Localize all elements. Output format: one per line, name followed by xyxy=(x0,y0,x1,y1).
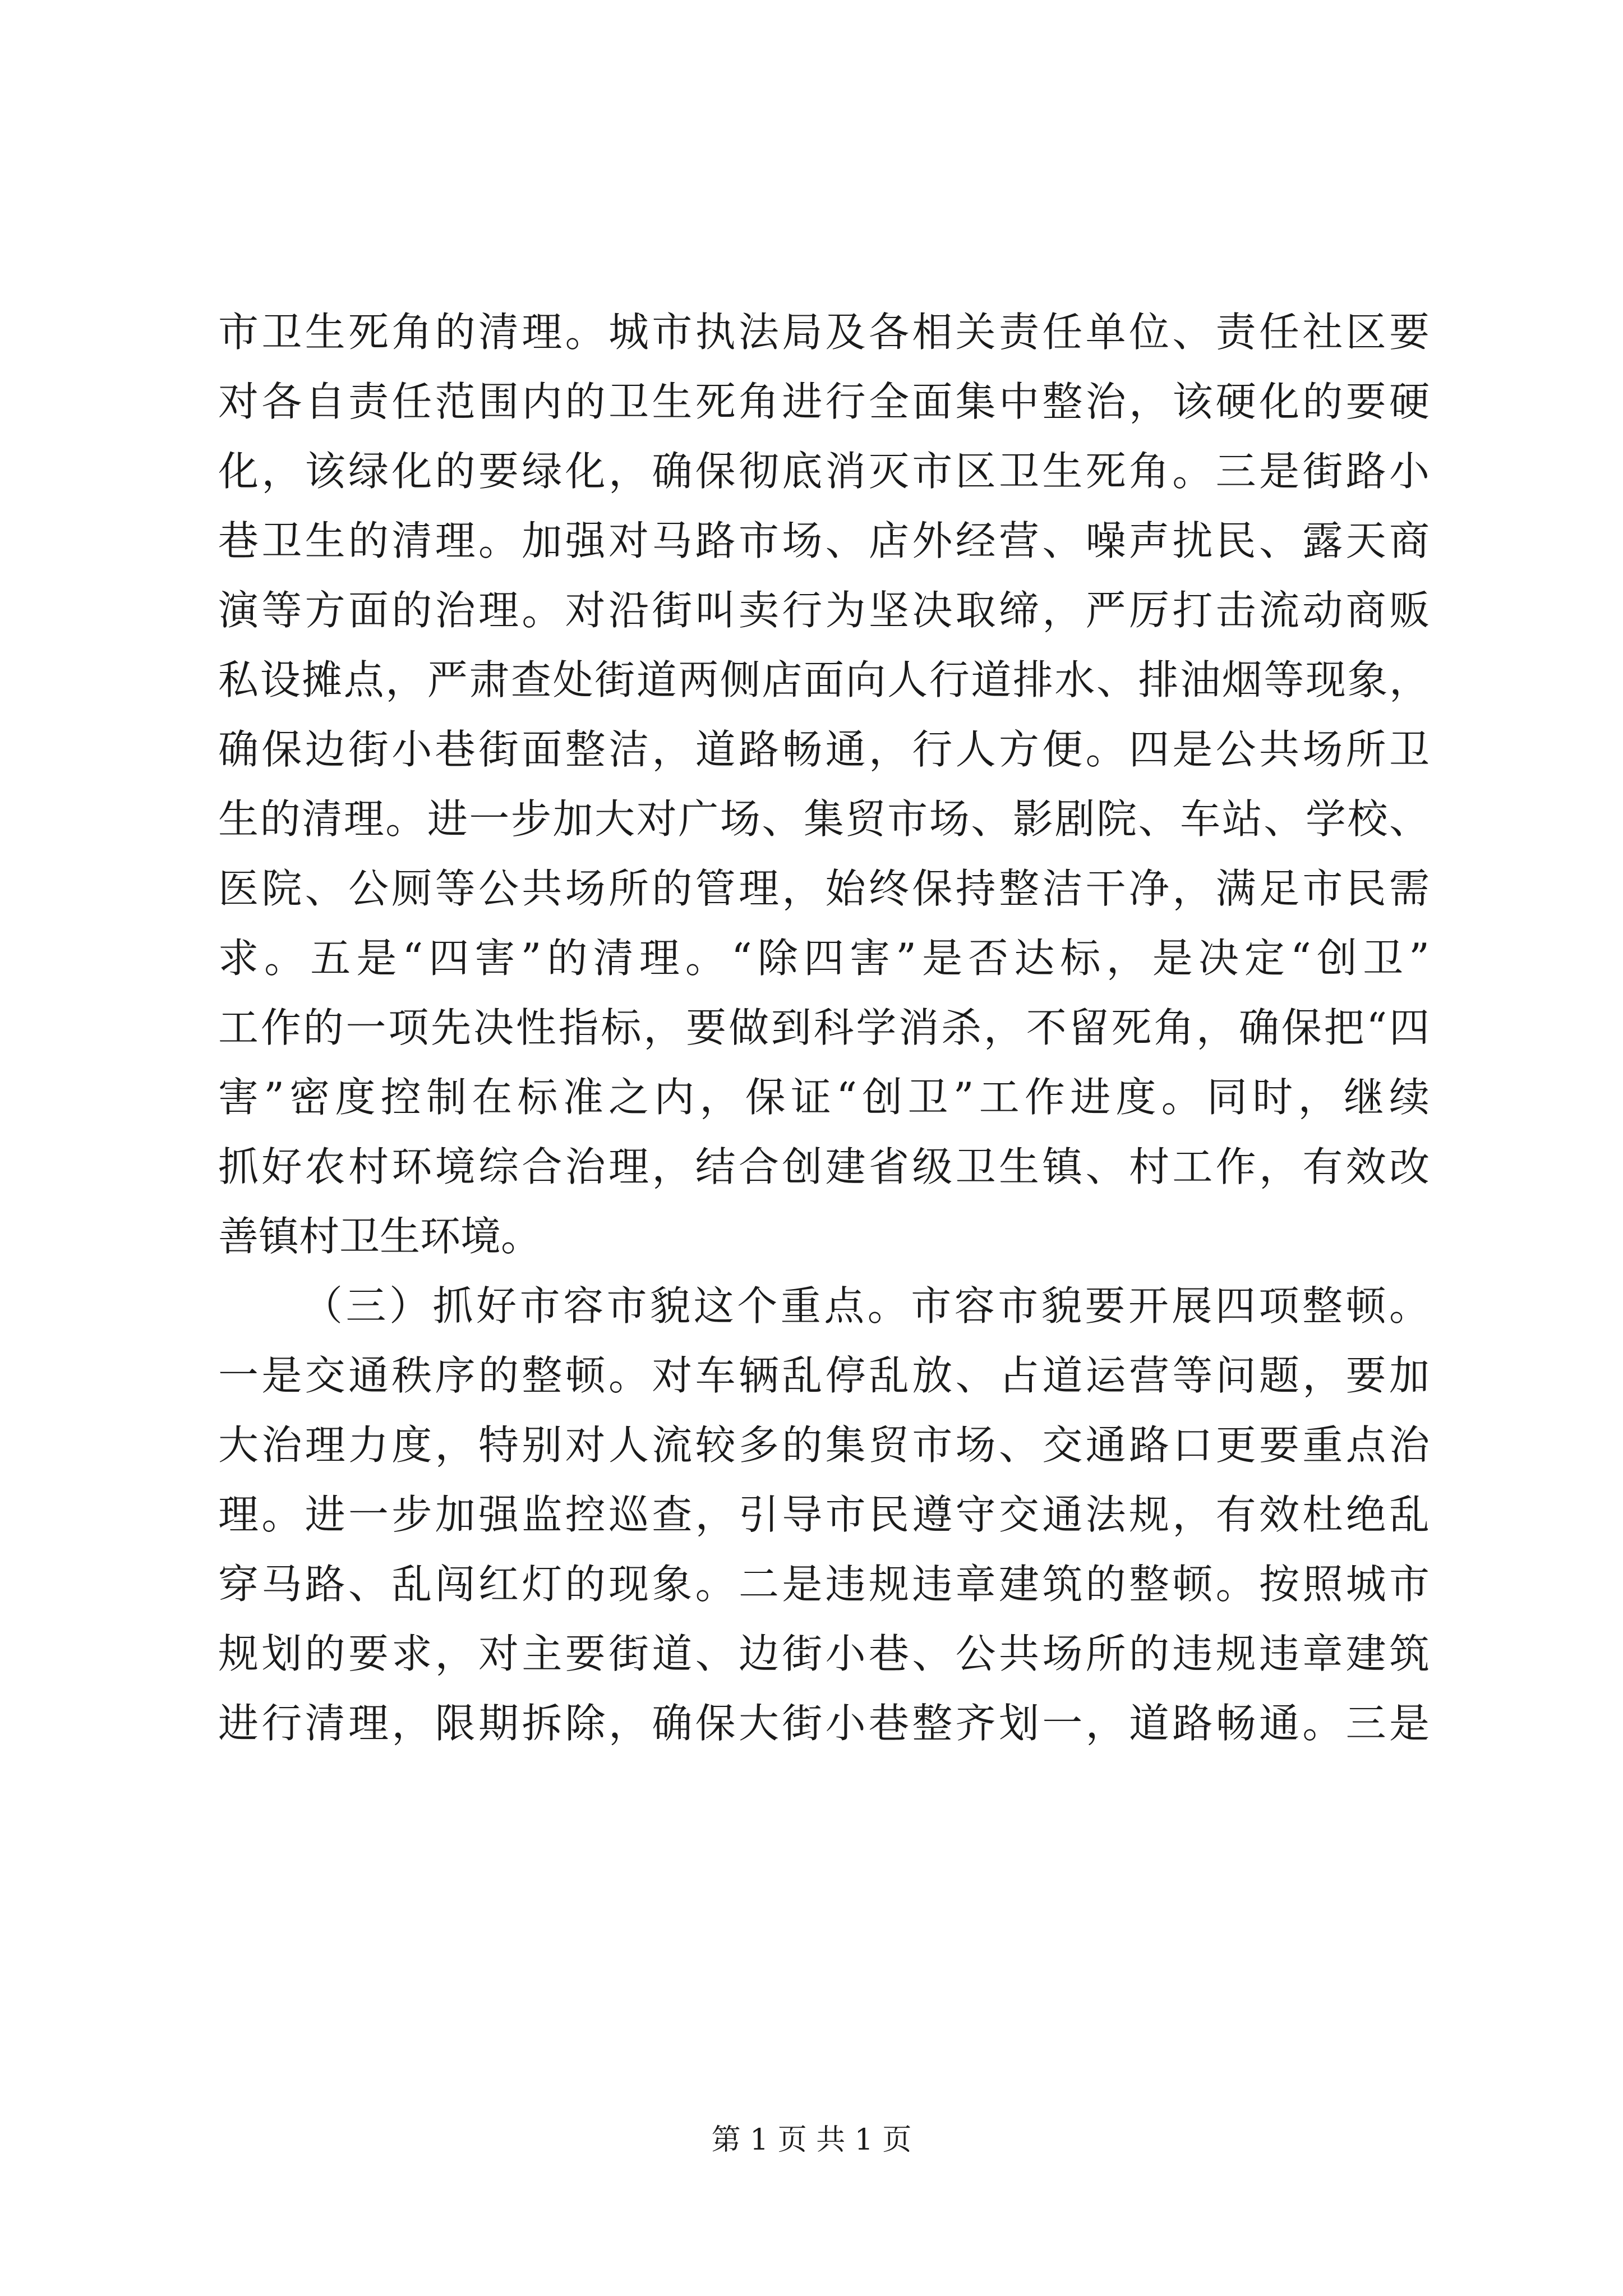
text-line: 一是交通秩序的整顿。对车辆乱停乱放、占道运营等问题，要加 xyxy=(218,1352,1430,1399)
text-line: 巷卫生的清理。加强对马路市场、店外经营、噪声扰民、露天商 xyxy=(218,517,1430,564)
text-line: 进行清理，限期拆除，确保大街小巷整齐划一，道路畅通。三是 xyxy=(218,1700,1430,1747)
text-line: 生的清理。进一步加大对广场、集贸市场、影剧院、车站、学校、 xyxy=(218,795,1430,843)
section-heading-line: （三）抓好市容市貌这个重点。市容市貌要开展四项整顿。 xyxy=(302,1282,1430,1329)
text-line: 市卫生死角的清理。城市执法局及各相关责任单位、责任社区要 xyxy=(218,309,1430,356)
text-line: 对各自责任范围内的卫生死角进行全面集中整治，该硬化的要硬 xyxy=(218,378,1430,425)
text-line: 化，该绿化的要绿化，确保彻底消灭市区卫生死角。三是街路小 xyxy=(218,448,1430,495)
text-line: 抓好农村环境综合治理，结合创建省级卫生镇、村工作，有效改 xyxy=(218,1143,1430,1190)
text-line: 求。五是“四害”的清理。“除四害”是否达标，是决定“创卫” xyxy=(218,935,1430,982)
text-line: 善镇村卫生环境。 xyxy=(218,1213,542,1260)
text-line: 害”密度控制在标准之内，保证“创卫”工作进度。同时，继续 xyxy=(218,1074,1430,1121)
text-line: 医院、公厕等公共场所的管理，始终保持整洁干净，满足市民需 xyxy=(218,865,1430,912)
text-line: 私设摊点，严肃查处街道两侧店面向人行道排水、排油烟等现象， xyxy=(218,656,1430,703)
page-number-label: 第 1 页 共 1 页 xyxy=(711,2123,912,2157)
text-line: 理。进一步加强监控巡查，引导市民遵守交通法规，有效杜绝乱 xyxy=(218,1491,1430,1538)
page-footer xyxy=(0,2120,1623,2160)
document-body xyxy=(218,297,1430,1758)
text-line: 确保边街小巷街面整洁，道路畅通，行人方便。四是公共场所卫 xyxy=(218,726,1430,773)
text-line: 穿马路、乱闯红灯的现象。二是违规违章建筑的整顿。按照城市 xyxy=(218,1561,1430,1608)
text-line: 工作的一项先决性指标，要做到科学消杀，不留死角，确保把“四 xyxy=(218,1004,1430,1051)
text-line: 大治理力度，特别对人流较多的集贸市场、交通路口更要重点治 xyxy=(218,1421,1430,1469)
text-line: 演等方面的治理。对沿街叫卖行为坚决取缔，严厉打击流动商贩 xyxy=(218,587,1430,634)
text-line: 规划的要求，对主要街道、边街小巷、公共场所的违规违章建筑 xyxy=(218,1630,1430,1677)
